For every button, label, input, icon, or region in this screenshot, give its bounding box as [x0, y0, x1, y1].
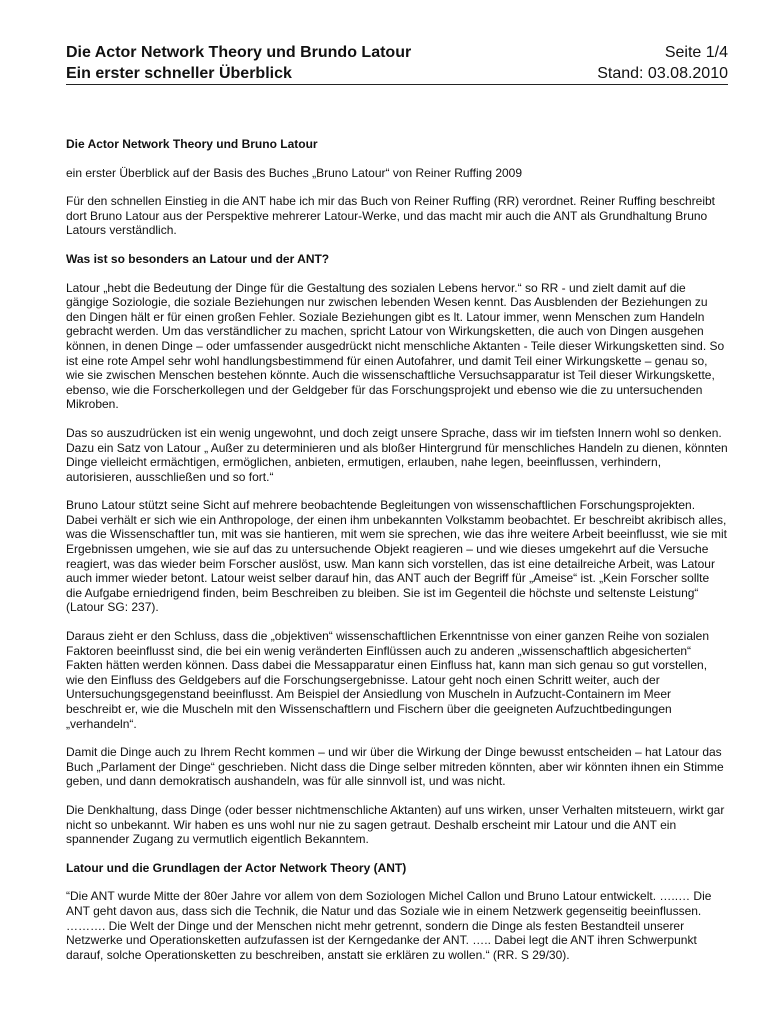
- header-date: Stand: 03.08.2010: [597, 65, 728, 82]
- paragraph: Bruno Latour stützt seine Sicht auf mehrere beobachtende Begleitungen von wissenschaftlichen Forschungsprojekten. Dabei verhält er sich wie ein Anthropologe, der einen ihm unbekannten Volkstamm beobachtet. Er beschreibt akribisch alles, was die Wissenschaftler tun, mit was sie hantieren, mit wem sie sprechen, wie das ihre weitere Arbeit beeinflusst, wie sie mit Ergebnissen umgehen, wie sie auf das zu untersuchende Objekt reagieren – und wie dieses umgekehrt auf die Versuche reagiert, was das wieder beim Forscher auslöst, usw. Man kann sich vorstellen, das ist eine detailreiche Arbeit, was Latour auch immer wieder betont. Latour weist selber darauf hin, das ANT auch der Begriff für „Ameise“ ist. „Kein Forscher sollte die Aufgabe erniedrigend finden, beim Beschreiben zu bleiben. Sie ist im Gegenteil die höchste und seltenste Leistung“ (Latour SG: 237).: [66, 498, 727, 615]
- paragraph: Das so auszudrücken ist ein wenig ungewohnt, und doch zeigt unsere Sprache, dass wir im tiefsten Innern wohl so denken. Dazu ein Satz von Latour „ Außer zu determinieren und als bloßer Hintergrund für menschliches Handeln zu dienen, könnten Dinge vielleicht ermächtigen, ermöglichen, anbieten, ermutigen, erlauben, nahe legen, beeinflussen, verhindern, autorisieren, ausschließen und so fort.“: [66, 425, 728, 484]
- paragraph: Daraus zieht er den Schluss, dass die „objektiven“ wissenschaftlichen Erkenntnisse von einer ganzen Reihe von sozialen Faktoren beeinflusst sind, die bei ein wenig veränderten Einflüssen auch zu anderen „wissenschaftlich abgesicherten“ Fakten hätten werden können. Dass dabei die Messapparatur einen Einfluss hat, kann man sich genau so gut vorstellen, wie den Einfluss des Geldgebers auf die Forschungsergebnisse. Latour geht noch einen Schritt weiter, auch der Untersuchungsgegenstand beeinflusst. Am Beispiel der Ansiedlung von Muscheln in Aufzucht-Containern im Meer beschreibt er, wie die Muscheln mit den Wissenschaftlern und Fischern über die geeigneten Aufzuchtbedingungen „verhandeln“.: [66, 629, 710, 731]
- paragraph: Damit die Dinge auch zu Ihrem Recht kommen – und wir über die Wirkung der Dinge bewusst entscheiden – hat Latour das Buch „Parlament der Dinge“ geschrieben. Nicht dass die Dinge selber mitreden könnten, aber wir könnten ihnen ein Stimme geben, und dann demokratisch aushandeln, was für alle sinnvoll ist, und was nicht.: [66, 745, 724, 789]
- header-subtitle: Ein erster schneller Überblick: [66, 65, 292, 82]
- quote-paragraph: “Die ANT wurde Mitte der 80er Jahre vor allem von dem Soziologen Michel Callon und Bruno Latour entwickelt. …..… Die ANT geht davon aus, dass sich die Technik, die Natur und das Soziale wie in einem Netzwerk gegenseitig beeinflussen. ………. Die Welt der Dinge und der Menschen nicht mehr getrennt, sondern die Dinge als festen Bestandteil unserer Netzwerke und Operationsketten aufzufassen ist der Kerngedanke der ANT. ….. Dabei legt die ANT ihren Schwerpunkt darauf, solche Operationsketten zu beschreiben, anstatt sie erklären zu wollen.“ (RR. S 29/30).: [66, 889, 712, 962]
- document-body: [66, 137, 728, 976]
- document-subtitle: ein erster Überblick auf der Basis des Buches „Bruno Latour“ von Reiner Ruffing 2009: [66, 165, 523, 180]
- page-number: Seite 1/4: [664, 44, 728, 61]
- header-row-2: [66, 63, 728, 84]
- header-row-1: [66, 42, 728, 63]
- paragraph: Die Denkhaltung, dass Dinge (oder besser nichtmenschliche Aktanten) auf uns wirken, unser Verhalten mitsteuern, wirkt gar nicht so unbekannt. Wir haben es uns wohl nur nie zu sagen getraut. Deshalb erscheint mir Latour und die ANT ein spannender Zugang zu vermutlich eigentlich Bekanntem.: [66, 802, 725, 847]
- page-header: [66, 42, 728, 85]
- paragraph: Latour „hebt die Bedeutung der Dinge für die Gestaltung des sozialen Lebens hervor.“ so RR - und zielt damit auf die gängige Soziologie, die soziale Beziehungen nur zwischen lebenden Wesen kennt. Das Ausblenden der Beziehungen zu den Dingen hält er für einen großen Fehler. Soziale Beziehungen gibt es lt. Latour immer, wenn Menschen zum Handeln gebracht werden. Um das verständlicher zu machen, spricht Latour von Wirkungsketten, die auch von Dingen ausgehen können, in denen Dinge – oder umfassender ausgedrückt nicht menschliche Aktanten - Teile dieser Wirkungsketten sind. So ist eine rote Ampel sehr wohl handlungsbestimmend für einen Autofahrer, und damit Teil einer Wirkungskette – genau so, wie sie zwischen Menschen bestehen könnte. Auch die wissenschaftliche Versuchsapparatur ist Teil dieser Wirkungskette, ebenso, wie die Forscherkollegen und der Geldgeber für das Forschungsprojekt und ebenso wie die zu untersuchenden Mikroben.: [66, 280, 725, 412]
- document-title: Die Actor Network Theory und Bruno Latour: [66, 137, 318, 151]
- section-heading: Latour und die Grundlagen der Actor Network Theory (ANT): [66, 860, 407, 875]
- header-title: Die Actor Network Theory und Brundo Latour: [66, 44, 412, 61]
- intro-paragraph: Für den schnellen Einstieg in die ANT habe ich mir das Buch von Reiner Ruffing (RR) verordnet. Reiner Ruffing beschreibt dort Bruno Latour aus der Perspektive mehrerer Latour-Werke, und das macht mir auch die ANT als Grundhaltung Bruno Latours verständlich.: [66, 194, 716, 238]
- section-heading: Was ist so besonders an Latour und der ANT?: [66, 251, 330, 266]
